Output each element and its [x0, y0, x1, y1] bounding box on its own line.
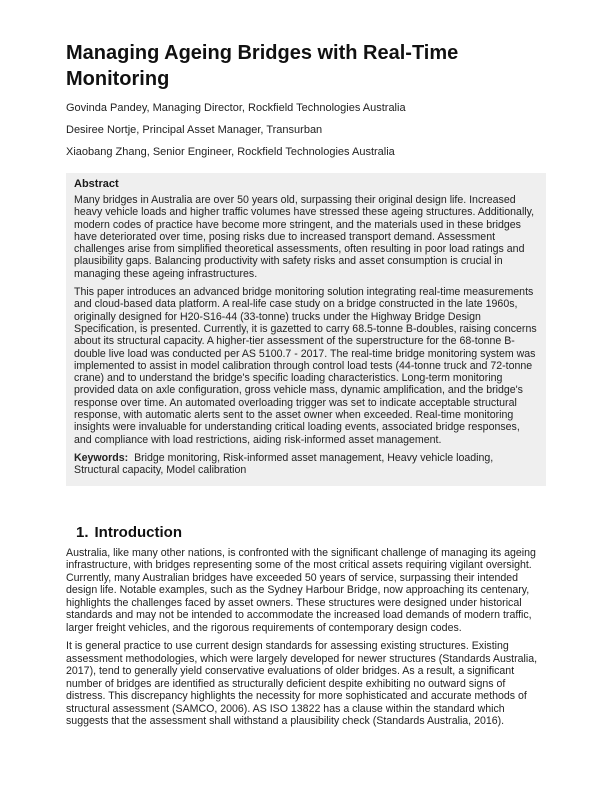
body-paragraph: It is general practice to use current design standards for assessing existing structures. Existing assessment methodologies, which were largely developed for newer structures (Standards Australia, 2017), tend to generally yield conservative evaluations of older bridges. As a result, a significant number of bridges are identified as structurally deficient despite exhibiting no outward signs of distress. This discrepancy highlights the necessity for more sophisticated and accurate methods of structural assessment (SAMCO, 2006). AS ISO 13822 has a clause within the standard which suggests that the assessment shall withstand a plausibility check (Standards Australia, 2016). — [66, 640, 538, 728]
keywords-text: Bridge monitoring, Risk-informed asset management, Heavy vehicle loading, Structural capacity, Model calibration — [74, 451, 494, 477]
abstract-paragraph: Many bridges in Australia are over 50 years old, surpassing their original design life. Increased heavy vehicle loads and higher traffic volumes have stressed these ageing structures. Additionally, modern codes of practice have become more stringent, and the materials used in these bridges have deteriorated over time, posing risks due to increased transport demand. Assessment challenges arise from simplified theoretical assessments, often resulting in poor load ratings and plausibility gaps. Balancing productivity with safety risks and asset consumption is crucial in managing these ageing infrastructures. — [74, 194, 535, 280]
abstract-paragraph: This paper introduces an advanced bridge monitoring solution integrating real-time measurements and cloud-based data platform. A real-life case study on a bridge constructed in the late 1960s, originally designed for H20-S16-44 (33-tonne) trucks under the Highway Bridge Design Specification, is presented. Currently, it is gazetted to carry 68.5-tonne B-doubles, raising concerns about its structural capacity. A higher-tier assessment of the superstructure for the 68-tonne B-double live load was conducted per AS 5100.7 - 2017. The real-time bridge monitoring system was implemented to assist in model calibration through control load tests (44-tonne truck and 72-tonne crane) and to understand the bridge's specific loading characteristics. Long-term monitoring provided data on axle configuration, gross vehicle mass, dynamic amplification, and the bridge's response over time. An automated overloading trigger was set to indicate acceptable structural response, with automatic alerts sent to the asset owner when exceeded. Real-time monitoring insights were invaluable for understanding critical loading events, associated bridge responses, and compliance with load restrictions, aiding risk-informed asset management. — [74, 286, 537, 446]
abstract-heading: Abstract — [74, 178, 119, 190]
author-line: Desiree Nortje, Principal Asset Manager, Transurban — [66, 124, 323, 136]
section-number: 1. — [76, 523, 89, 541]
keywords-label: Keywords: — [74, 451, 129, 464]
paper-title: Managing Ageing Bridges with Real-Time Monitoring — [66, 42, 459, 90]
keywords — [74, 452, 538, 477]
abstract-box — [66, 173, 546, 486]
section-heading — [76, 524, 546, 541]
section-title: Introduction — [94, 523, 182, 541]
body-paragraph: Australia, like many other nations, is confronted with the significant challenge of managing its ageing infrastructure, with bridges representing some of the most critical assets requiring vigilant oversight. Currently, many Australian bridges have exceeded 50 years of service, surpassing their intended design life. Notable examples, such as the Sydney Harbour Bridge, now approaching its centenary, highlights the challenges faced by asset owners. These structures were designed under historical standards and may not be intended to accommodate the increased load demands of modern traffic, larger freight vehicles, and the rigorous requirements of contemporary design codes. — [66, 546, 536, 634]
author-line: Govinda Pandey, Managing Director, Rockfield Technologies Australia — [66, 102, 406, 114]
author-line: Xiaobang Zhang, Senior Engineer, Rockfield Technologies Australia — [66, 146, 395, 158]
